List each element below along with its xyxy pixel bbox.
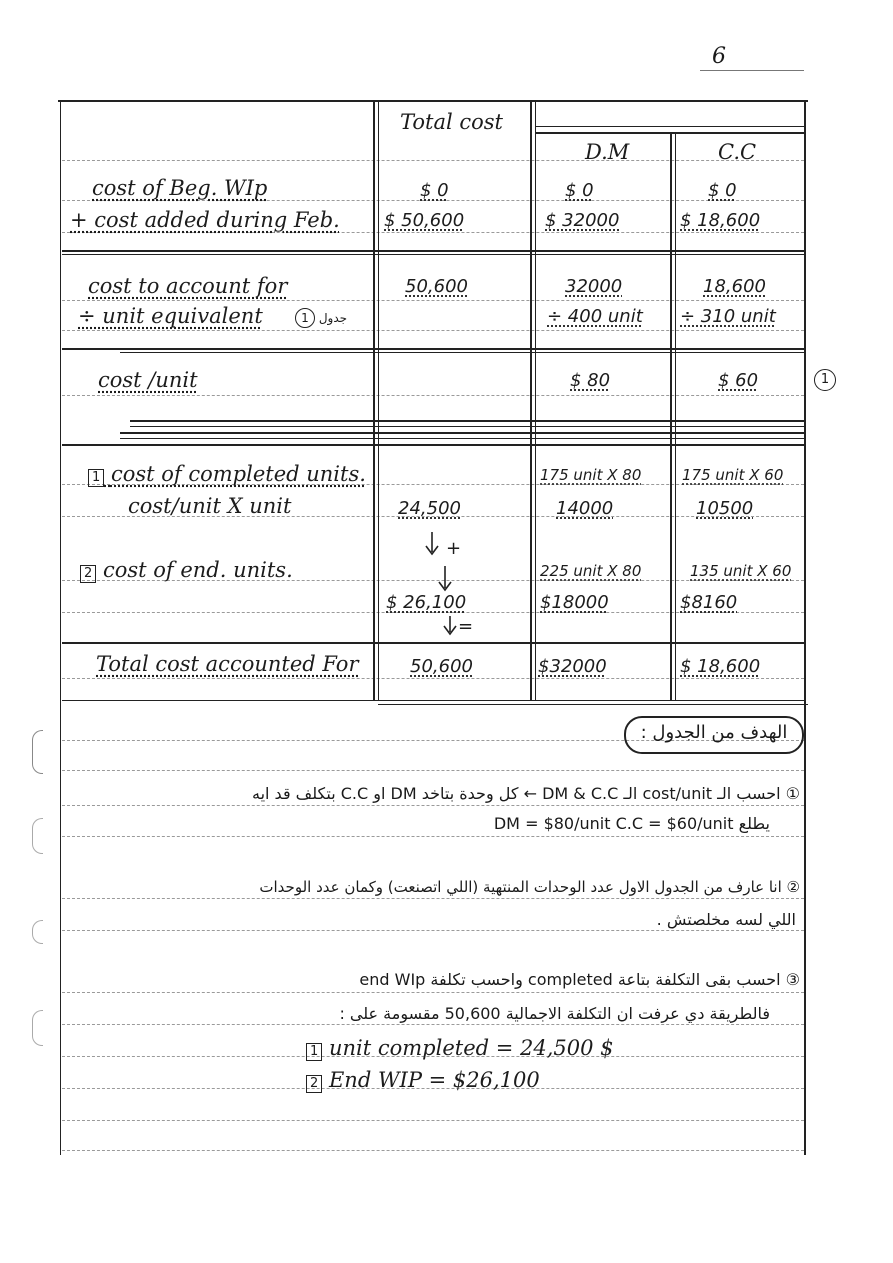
plus-sign: + <box>446 538 462 559</box>
cost-added-dm: $ 32000 <box>545 210 620 231</box>
header-total-cost: Total cost <box>400 110 503 134</box>
unit-equivalent-cc: ÷ 310 unit <box>680 306 776 327</box>
ending-cc-calc: 135 unit X 60 <box>690 562 792 580</box>
cost-to-account-dm: 32000 <box>565 276 623 297</box>
row-label-total-accounted: Total cost accounted For <box>96 652 359 676</box>
row-label-cost-per-unit: cost /unit <box>98 368 198 392</box>
note-1-line-2: يطلع DM = $80/unit C.C = $60/unit <box>493 814 770 833</box>
result-1-index-box: 1 <box>306 1043 322 1061</box>
note-1-line-1: ① احسب الـ cost/unit الـ DM & C.C ← كل وحدة بتاخد DM او C.C بتكلف قد ايه <box>251 784 800 803</box>
cost-added-total: $ 50,600 <box>384 210 465 231</box>
page-number-underline <box>700 70 804 71</box>
beg-wip-cc: $ 0 <box>708 180 737 201</box>
note-3-line-2: فالطريقة دي عرفت ان التكلفة الاجمالية 50,600 مقسومة على : <box>339 1004 770 1023</box>
result-2-index-box: 2 <box>306 1075 322 1093</box>
page-top-rule <box>58 100 808 102</box>
row-label-cost-added: + cost added during Feb. <box>70 208 340 232</box>
total-accounted-cc: $ 18,600 <box>680 656 761 677</box>
page-left-margin <box>60 100 61 1155</box>
header-conversion-costs: C.C <box>718 140 757 164</box>
table-reference-number: 1 <box>295 308 315 328</box>
result-end-wip: 2 End WIP = $26,100 <box>306 1068 540 1093</box>
binder-mark <box>32 730 43 774</box>
total-accounted-total: 50,600 <box>410 656 473 677</box>
note-2-line-1: ② انا عارف من الجدول الاول عدد الوحدات المنتهية (اللي اتصنعت) وكمان عدد الوحدات <box>259 878 800 896</box>
cost-per-unit-dm: $ 80 <box>570 370 611 391</box>
cost-per-unit-cc: $ 60 <box>718 370 759 391</box>
result-unit-completed: 1 unit completed = 24,500 $ <box>306 1036 614 1061</box>
cost-to-account-cc: 18,600 <box>703 276 766 297</box>
row-sublabel-formula: cost/unit X unit <box>128 494 292 518</box>
cost-per-unit-marker: 1 <box>814 368 836 391</box>
binder-mark <box>32 818 43 854</box>
completed-dm: 14000 <box>556 498 614 519</box>
unit-equivalent-reference-note: 1 جدول <box>295 308 347 328</box>
row-label-ending-units: 2 cost of end. units. <box>80 558 293 583</box>
row-label-unit-equivalent: ÷ unit equivalent <box>78 304 263 328</box>
beg-wip-dm: $ 0 <box>565 180 594 201</box>
cost-added-cc: $ 18,600 <box>680 210 761 231</box>
total-accounted-dm: $32000 <box>538 656 607 677</box>
row-label-beg-wip: cost of Beg. WIp <box>92 176 268 200</box>
page-number: 6 <box>712 44 726 69</box>
ending-total: $ 26,100 <box>386 592 467 613</box>
ending-index-box: 2 <box>80 565 96 583</box>
cost-to-account-total: 50,600 <box>405 276 468 297</box>
completed-index-box: 1 <box>88 469 104 487</box>
ending-dm: $18000 <box>540 592 609 613</box>
ending-cc: $8160 <box>680 592 738 613</box>
row-label-cost-to-account: cost to account for <box>88 274 288 298</box>
note-2-line-2: اللي لسه مخلصتش . <box>656 910 796 929</box>
goal-title: الهدف من الجدول : <box>640 722 788 743</box>
binder-mark <box>32 920 43 944</box>
completed-cc-calc: 175 unit X 60 <box>682 466 784 484</box>
completed-total: 24,500 <box>398 498 461 519</box>
row-label-completed-units: 1 cost of completed units. <box>88 462 366 487</box>
ending-dm-calc: 225 unit X 80 <box>540 562 642 580</box>
binder-mark <box>32 1010 43 1046</box>
equals-sign: = <box>458 616 474 637</box>
unit-equivalent-dm: ÷ 400 unit <box>547 306 643 327</box>
completed-dm-calc: 175 unit X 80 <box>540 466 642 484</box>
header-direct-materials: D.M <box>585 140 630 164</box>
completed-cc: 10500 <box>696 498 754 519</box>
page-right-margin <box>804 100 806 1155</box>
beg-wip-total: $ 0 <box>420 180 449 201</box>
note-3-line-1: ③ احسب بقى التكلفة بتاعة completed واحسب تكلفة end WIp <box>359 970 800 989</box>
